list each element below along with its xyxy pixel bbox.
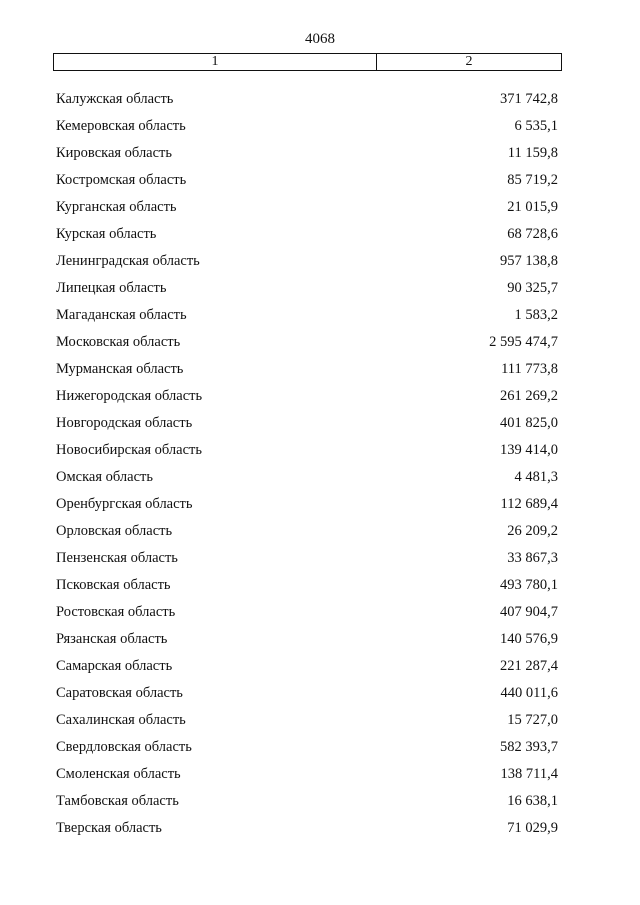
table-row	[56, 437, 558, 464]
region-value: 4 481,3	[514, 469, 558, 485]
region-name: Московская область	[56, 334, 181, 350]
region-value: 90 325,7	[507, 280, 558, 296]
table-row	[56, 86, 558, 113]
table-row	[56, 572, 558, 599]
region-name: Рязанская область	[56, 631, 168, 647]
table-row	[56, 302, 558, 329]
region-name: Орловская область	[56, 523, 173, 539]
table-row	[56, 275, 558, 302]
region-value: 371 742,8	[500, 91, 558, 107]
region-name: Оренбургская область	[56, 496, 193, 512]
region-name: Кемеровская область	[56, 118, 186, 134]
region-value: 1 583,2	[514, 307, 558, 323]
region-name: Курская область	[56, 226, 157, 242]
region-value: 493 780,1	[500, 577, 558, 593]
page-number: 4068	[305, 31, 335, 47]
table-row	[56, 410, 558, 437]
table-row	[56, 599, 558, 626]
region-name: Свердловская область	[56, 739, 192, 755]
region-value: 221 287,4	[500, 658, 558, 674]
region-name: Псковская область	[56, 577, 171, 593]
region-value: 85 719,2	[507, 172, 558, 188]
region-value: 68 728,6	[507, 226, 558, 242]
region-value: 957 138,8	[500, 253, 558, 269]
table-row	[56, 356, 558, 383]
region-value: 112 689,4	[500, 496, 558, 512]
table-row	[56, 761, 558, 788]
region-name: Курганская область	[56, 199, 177, 215]
table-row	[56, 113, 558, 140]
region-name: Липецкая область	[56, 280, 167, 296]
region-value: 139 414,0	[500, 442, 558, 458]
table-row	[56, 653, 558, 680]
region-name: Сахалинская область	[56, 712, 186, 728]
region-name: Кировская область	[56, 145, 173, 161]
table-row	[56, 518, 558, 545]
region-value: 6 535,1	[514, 118, 558, 134]
table-row	[56, 383, 558, 410]
region-value: 401 825,0	[500, 415, 558, 431]
region-value: 26 209,2	[507, 523, 558, 539]
region-name: Тверская область	[56, 820, 162, 836]
region-value: 582 393,7	[500, 739, 558, 755]
region-value: 16 638,1	[507, 793, 558, 809]
table-row	[56, 707, 558, 734]
region-name: Мурманская область	[56, 361, 184, 377]
region-name: Калужская область	[56, 91, 174, 107]
region-name: Новгородская область	[56, 415, 193, 431]
region-name: Тамбовская область	[56, 793, 179, 809]
table-row	[56, 248, 558, 275]
region-value: 11 159,8	[507, 145, 558, 161]
column-header-2: 2	[465, 54, 473, 69]
table-row	[56, 680, 558, 707]
region-name: Смоленская область	[56, 766, 181, 782]
region-value: 140 576,9	[500, 631, 558, 647]
column-header-1: 1	[54, 54, 377, 70]
region-value: 407 904,7	[500, 604, 558, 620]
table-body	[56, 86, 558, 842]
region-name: Ленинградская область	[56, 253, 200, 269]
table-row	[56, 815, 558, 842]
table-row	[56, 491, 558, 518]
region-name: Магаданская область	[56, 307, 187, 323]
table-header	[53, 53, 562, 71]
region-value: 138 711,4	[500, 766, 558, 782]
table-row	[56, 788, 558, 815]
region-value: 261 269,2	[500, 388, 558, 404]
region-value: 2 595 474,7	[489, 334, 558, 350]
region-name: Костромская область	[56, 172, 187, 188]
region-name: Омская область	[56, 469, 153, 485]
table-row	[56, 734, 558, 761]
region-name: Пензенская область	[56, 550, 178, 566]
region-value: 33 867,3	[507, 550, 558, 566]
region-name: Саратовская область	[56, 685, 183, 701]
region-value: 15 727,0	[507, 712, 558, 728]
region-name: Ростовская область	[56, 604, 176, 620]
table-row	[56, 221, 558, 248]
region-name: Нижегородская область	[56, 388, 203, 404]
table-row	[56, 545, 558, 572]
table-row	[56, 329, 558, 356]
region-value: 21 015,9	[507, 199, 558, 215]
region-name: Новосибирская область	[56, 442, 202, 458]
region-name: Самарская область	[56, 658, 173, 674]
table-row	[56, 194, 558, 221]
region-value: 111 773,8	[501, 361, 558, 377]
region-value: 440 011,6	[500, 685, 558, 701]
table-row	[56, 167, 558, 194]
table-row	[56, 140, 558, 167]
table-row	[56, 464, 558, 491]
table-row	[56, 626, 558, 653]
region-value: 71 029,9	[507, 820, 558, 836]
